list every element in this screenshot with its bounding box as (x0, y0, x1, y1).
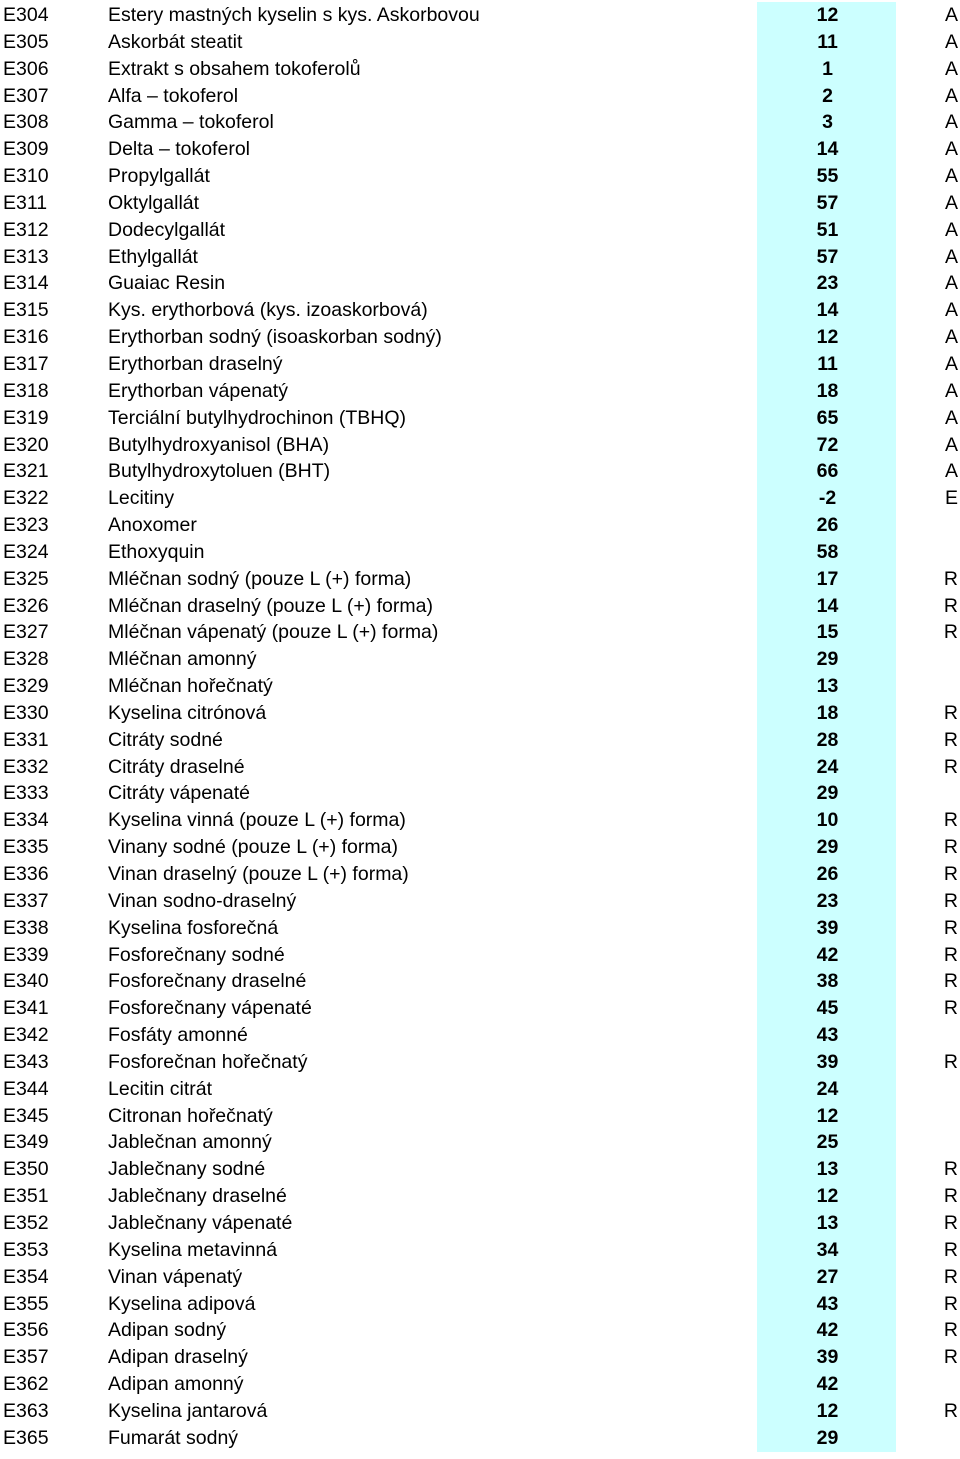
additive-name: Mléčnan hořečnatý (108, 675, 273, 698)
table-row (0, 700, 960, 727)
additive-code: E337 (3, 889, 49, 912)
additive-name: Mléčnan amonný (108, 648, 257, 671)
table-row (0, 566, 960, 593)
additive-code: E333 (3, 782, 49, 805)
additive-name: Kyselina fosforečná (108, 916, 279, 939)
additive-code: E328 (3, 648, 49, 671)
additive-score: 18 (757, 378, 896, 405)
additive-code: E317 (3, 352, 49, 375)
additive-score: 14 (757, 593, 896, 620)
additive-code: E320 (3, 433, 49, 456)
additive-name: Askorbát steatit (108, 30, 243, 53)
additive-category: R (943, 889, 958, 912)
additive-category: R (943, 1265, 958, 1288)
additive-category (920, 673, 958, 700)
additive-category (920, 780, 958, 807)
additive-score: 51 (757, 217, 896, 244)
additive-name: Alfa – tokoferol (108, 84, 239, 107)
additive-score: 10 (757, 807, 896, 834)
additive-category: A (944, 379, 958, 402)
additive-category (920, 512, 958, 539)
additive-score: 3 (757, 109, 896, 136)
additive-code: E324 (3, 540, 49, 563)
table-row (0, 351, 960, 378)
additive-category (920, 1103, 958, 1130)
additive-code: E352 (3, 1211, 49, 1234)
additive-code: E342 (3, 1024, 49, 1047)
additive-code: E341 (3, 997, 49, 1020)
additive-score: 13 (757, 1156, 896, 1183)
additive-code: E354 (3, 1265, 49, 1288)
additive-category: A (944, 218, 958, 241)
additive-code: E363 (3, 1399, 49, 1422)
additive-name: Jablečnany sodné (108, 1158, 266, 1181)
table-row (0, 1317, 960, 1344)
additive-score: 66 (757, 458, 896, 485)
additive-name: Kyselina citrónová (108, 701, 267, 724)
additive-score: 26 (757, 861, 896, 888)
additive-name: Fumarát sodný (108, 1426, 239, 1449)
additive-category: R (943, 809, 958, 832)
additive-code: E334 (3, 809, 49, 832)
additive-name: Vinan draselný (pouze L (+) forma) (108, 863, 409, 885)
additive-category: A (944, 191, 958, 214)
additive-category: R (943, 970, 958, 993)
additive-name: Kyselina jantarová (108, 1399, 268, 1422)
additive-code: E322 (3, 487, 49, 510)
additive-score: 13 (757, 673, 896, 700)
table-row (0, 324, 960, 351)
table-row (0, 512, 960, 539)
table-row (0, 539, 960, 566)
additive-score: 14 (757, 136, 896, 163)
additive-name: Butylhydroxyanisol (BHA) (108, 433, 330, 456)
additive-category: A (944, 352, 958, 375)
additive-name: Citráty vápenaté (108, 782, 250, 805)
additive-code: E344 (3, 1077, 49, 1100)
additive-score: 27 (757, 1264, 896, 1291)
additive-category: R (943, 1211, 958, 1234)
additive-category: R (943, 567, 958, 590)
additive-category: R (943, 1292, 958, 1315)
table-row (0, 1183, 960, 1210)
table-row (0, 109, 960, 136)
additive-code: E318 (3, 379, 49, 402)
table-row (0, 1264, 960, 1291)
additive-category: R (943, 1185, 958, 1208)
table-row (0, 405, 960, 432)
additive-score: 42 (757, 1317, 896, 1344)
table-row (0, 942, 960, 969)
additive-name: Citráty draselné (108, 755, 245, 778)
additive-score: 1 (757, 56, 896, 83)
additive-code: E312 (3, 218, 49, 241)
additive-score: 29 (757, 834, 896, 861)
additive-name: Adipan sodný (108, 1319, 227, 1342)
table-row (0, 485, 960, 512)
additive-category: R (943, 621, 958, 644)
additive-name: Kyselina adipová (108, 1292, 256, 1315)
table-row (0, 1076, 960, 1103)
additive-score: 55 (757, 163, 896, 190)
additive-score: 23 (757, 270, 896, 297)
table-row (0, 780, 960, 807)
table-row (0, 136, 960, 163)
additive-score: 15 (757, 619, 896, 646)
additive-category: R (943, 594, 958, 617)
additive-score: 57 (757, 190, 896, 217)
additive-name: Gamma – tokoferol (108, 111, 274, 134)
additive-code: E315 (3, 299, 49, 322)
additive-category (920, 1371, 958, 1398)
additive-code: E355 (3, 1292, 49, 1315)
table-row (0, 244, 960, 271)
additive-code: E308 (3, 111, 49, 134)
additive-code: E329 (3, 675, 49, 698)
additive-category: R (943, 863, 958, 885)
table-row (0, 1237, 960, 1264)
additive-category: E (944, 487, 958, 510)
additive-name: Oktylgallát (108, 191, 200, 214)
additive-category: A (944, 165, 958, 188)
additive-score: 42 (757, 1371, 896, 1398)
table-row (0, 619, 960, 646)
additive-name: Mléčnan draselný (pouze L (+) forma) (108, 594, 433, 617)
table-row (0, 807, 960, 834)
table-row (0, 727, 960, 754)
additive-code: E304 (3, 4, 49, 26)
table-row (0, 432, 960, 459)
additive-score: 24 (757, 1076, 896, 1103)
additive-score: 39 (757, 1344, 896, 1371)
table-row (0, 754, 960, 781)
additive-score: 58 (757, 539, 896, 566)
additive-score: 29 (757, 1425, 896, 1452)
additive-name: Kyselina vinná (pouze L (+) forma) (108, 809, 406, 832)
additive-score: 2 (757, 83, 896, 110)
additive-category: R (943, 1158, 958, 1181)
additive-category: R (943, 1346, 958, 1369)
additive-score: 42 (757, 942, 896, 969)
additive-code: E316 (3, 326, 49, 349)
table-row (0, 1398, 960, 1425)
additive-code: E356 (3, 1319, 49, 1342)
additive-score: 34 (757, 1237, 896, 1264)
additive-code: E350 (3, 1158, 49, 1181)
additive-code: E319 (3, 406, 49, 429)
additive-name: Anoxomer (108, 514, 197, 537)
table-row (0, 995, 960, 1022)
additive-category: A (944, 245, 958, 268)
additive-name: Citráty sodné (108, 728, 223, 751)
table-row (0, 673, 960, 700)
additive-category: A (944, 272, 958, 295)
additive-code: E357 (3, 1346, 49, 1369)
additive-category: A (944, 460, 958, 483)
additive-category: R (943, 997, 958, 1020)
additive-score: 39 (757, 915, 896, 942)
additive-score: 23 (757, 888, 896, 915)
additive-score: 24 (757, 754, 896, 781)
additive-code: E311 (3, 191, 48, 214)
additive-score: 12 (757, 2, 896, 29)
additive-score: 26 (757, 512, 896, 539)
table-row (0, 1371, 960, 1398)
additive-name: Estery mastných kyselin s kys. Askorbovou (108, 4, 480, 26)
table-row (0, 163, 960, 190)
additive-category: R (943, 1319, 958, 1342)
additive-name: Delta – tokoferol (108, 138, 250, 161)
additive-category: A (944, 299, 958, 322)
additive-category (920, 1076, 958, 1103)
additive-name: Guaiac Resin (108, 272, 226, 295)
additive-name: Erythorban vápenatý (108, 379, 288, 402)
table-row (0, 915, 960, 942)
additive-score: 17 (757, 566, 896, 593)
additive-code: E353 (3, 1238, 49, 1261)
additive-name: Terciální butylhydrochinon (TBHQ) (108, 406, 407, 429)
additive-code: E305 (3, 30, 49, 53)
additive-category: A (944, 84, 958, 107)
additive-score: 25 (757, 1129, 896, 1156)
table-row (0, 458, 960, 485)
table-row (0, 1103, 960, 1130)
additive-score: 18 (757, 700, 896, 727)
additive-category: A (944, 30, 958, 53)
table-row (0, 217, 960, 244)
additive-code: E307 (3, 84, 49, 107)
additive-name: Adipan amonný (108, 1373, 244, 1396)
additive-code: E306 (3, 57, 49, 80)
table-row (0, 1156, 960, 1183)
additive-name: Ethylgallát (108, 245, 198, 268)
additive-category: A (944, 406, 958, 429)
additive-score: 39 (757, 1049, 896, 1076)
additive-code: E309 (3, 138, 49, 161)
additive-code: E365 (3, 1426, 49, 1449)
additive-score: 12 (757, 324, 896, 351)
additive-name: Erythorban sodný (isoaskorban sodný) (108, 326, 442, 349)
additive-category: A (944, 138, 958, 161)
additive-category: R (943, 916, 958, 939)
additive-category: A (944, 57, 958, 80)
additive-score: 43 (757, 1291, 896, 1318)
additive-name: Lecitin citrát (108, 1077, 213, 1100)
additive-name: Mléčnan sodný (pouze L (+) forma) (108, 567, 412, 590)
additive-score: 72 (757, 432, 896, 459)
table-row (0, 1425, 960, 1452)
additive-code: E313 (3, 245, 49, 268)
additive-name: Fosforečnany sodné (108, 943, 285, 966)
additive-score: 11 (757, 29, 896, 56)
additive-category (920, 1022, 958, 1049)
additive-code: E335 (3, 836, 49, 859)
additive-code: E325 (3, 567, 49, 590)
additive-code: E332 (3, 755, 49, 778)
additive-name: Fosforečnan hořečnatý (108, 1050, 308, 1073)
additive-category: R (943, 701, 958, 724)
additive-name: Fosfáty amonné (108, 1024, 248, 1047)
additive-code: E310 (3, 165, 49, 188)
additive-name: Extrakt s obsahem tokoferolů (108, 57, 361, 80)
additive-category: R (943, 1238, 958, 1261)
additive-name: Kys. erythorbová (kys. izoaskorbová) (108, 299, 428, 322)
additive-name: Dodecylgallát (108, 218, 226, 241)
additive-name: Mléčnan vápenatý (pouze L (+) forma) (108, 621, 439, 644)
additive-name: Vinany sodné (pouze L (+) forma) (108, 836, 398, 859)
table-row (0, 593, 960, 620)
additive-score: -2 (757, 485, 896, 512)
additive-name: Citronan hořečnatý (108, 1104, 273, 1127)
table-row (0, 297, 960, 324)
additive-score: 11 (757, 351, 896, 378)
table-row (0, 1291, 960, 1318)
additive-score: 57 (757, 244, 896, 271)
additive-category: R (943, 755, 958, 778)
additive-score: 65 (757, 405, 896, 432)
additive-name: Adipan draselný (108, 1346, 248, 1369)
additive-name: Ethoxyquin (108, 540, 205, 563)
table-row (0, 834, 960, 861)
additive-code: E362 (3, 1373, 49, 1396)
additive-category (920, 646, 958, 673)
additive-category: A (944, 4, 958, 26)
additive-name: Jablečnan amonný (108, 1131, 272, 1154)
additive-code: E343 (3, 1050, 49, 1073)
additives-table (0, 2, 960, 1452)
table-row (0, 1344, 960, 1371)
additive-score: 29 (757, 780, 896, 807)
table-row (0, 861, 960, 888)
additive-name: Fosforečnany vápenaté (108, 997, 312, 1020)
additive-score: 29 (757, 646, 896, 673)
additive-score: 12 (757, 1398, 896, 1425)
additive-category: A (944, 326, 958, 349)
table-row (0, 1049, 960, 1076)
additive-category: R (943, 1399, 958, 1422)
additive-name: Jablečnany vápenaté (108, 1211, 293, 1234)
additive-code: E338 (3, 916, 49, 939)
table-row (0, 270, 960, 297)
additive-score: 13 (757, 1210, 896, 1237)
additive-code: E331 (3, 728, 49, 751)
additive-code: E326 (3, 594, 49, 617)
additive-score: 28 (757, 727, 896, 754)
table-row (0, 1210, 960, 1237)
additive-score: 38 (757, 968, 896, 995)
additive-category: R (943, 728, 958, 751)
table-row (0, 1022, 960, 1049)
additive-score: 43 (757, 1022, 896, 1049)
additive-score: 45 (757, 995, 896, 1022)
additive-code: E321 (3, 460, 49, 483)
additive-code: E336 (3, 863, 49, 885)
additive-name: Vinan vápenatý (108, 1265, 243, 1288)
additive-code: E340 (3, 970, 49, 993)
additive-name: Kyselina metavinná (108, 1238, 278, 1261)
additive-name: Propylgallát (108, 165, 210, 188)
additive-score: 14 (757, 297, 896, 324)
additive-category: R (943, 1050, 958, 1073)
additive-category: A (944, 433, 958, 456)
additive-category (920, 1425, 958, 1452)
table-row (0, 646, 960, 673)
additive-category (920, 1129, 958, 1156)
additive-name: Butylhydroxytoluen (BHT) (108, 460, 331, 483)
additive-code: E339 (3, 943, 49, 966)
additive-name: Erythorban draselný (108, 352, 283, 375)
additive-category: A (944, 111, 958, 134)
additive-name: Fosforečnany draselné (108, 970, 307, 993)
additive-score: 12 (757, 1103, 896, 1130)
additive-name: Lecitiny (108, 487, 175, 510)
table-row (0, 190, 960, 217)
table-row (0, 83, 960, 110)
table-row (0, 378, 960, 405)
additive-name: Vinan sodno-draselný (108, 889, 297, 912)
additive-category: R (943, 836, 958, 859)
table-row (0, 2, 960, 29)
additive-code: E349 (3, 1131, 49, 1154)
additive-code: E345 (3, 1104, 49, 1127)
table-row (0, 29, 960, 56)
additive-code: E327 (3, 621, 49, 644)
additive-code: E323 (3, 514, 49, 537)
additive-name: Jablečnany draselné (108, 1185, 287, 1208)
additive-code: E330 (3, 701, 49, 724)
table-row (0, 888, 960, 915)
additive-category (920, 539, 958, 566)
table-row (0, 968, 960, 995)
additive-code: E314 (3, 272, 49, 295)
table-row (0, 1129, 960, 1156)
additive-score: 12 (757, 1183, 896, 1210)
table-row (0, 56, 960, 83)
additive-category: R (943, 943, 958, 966)
additive-code: E351 (3, 1185, 49, 1208)
